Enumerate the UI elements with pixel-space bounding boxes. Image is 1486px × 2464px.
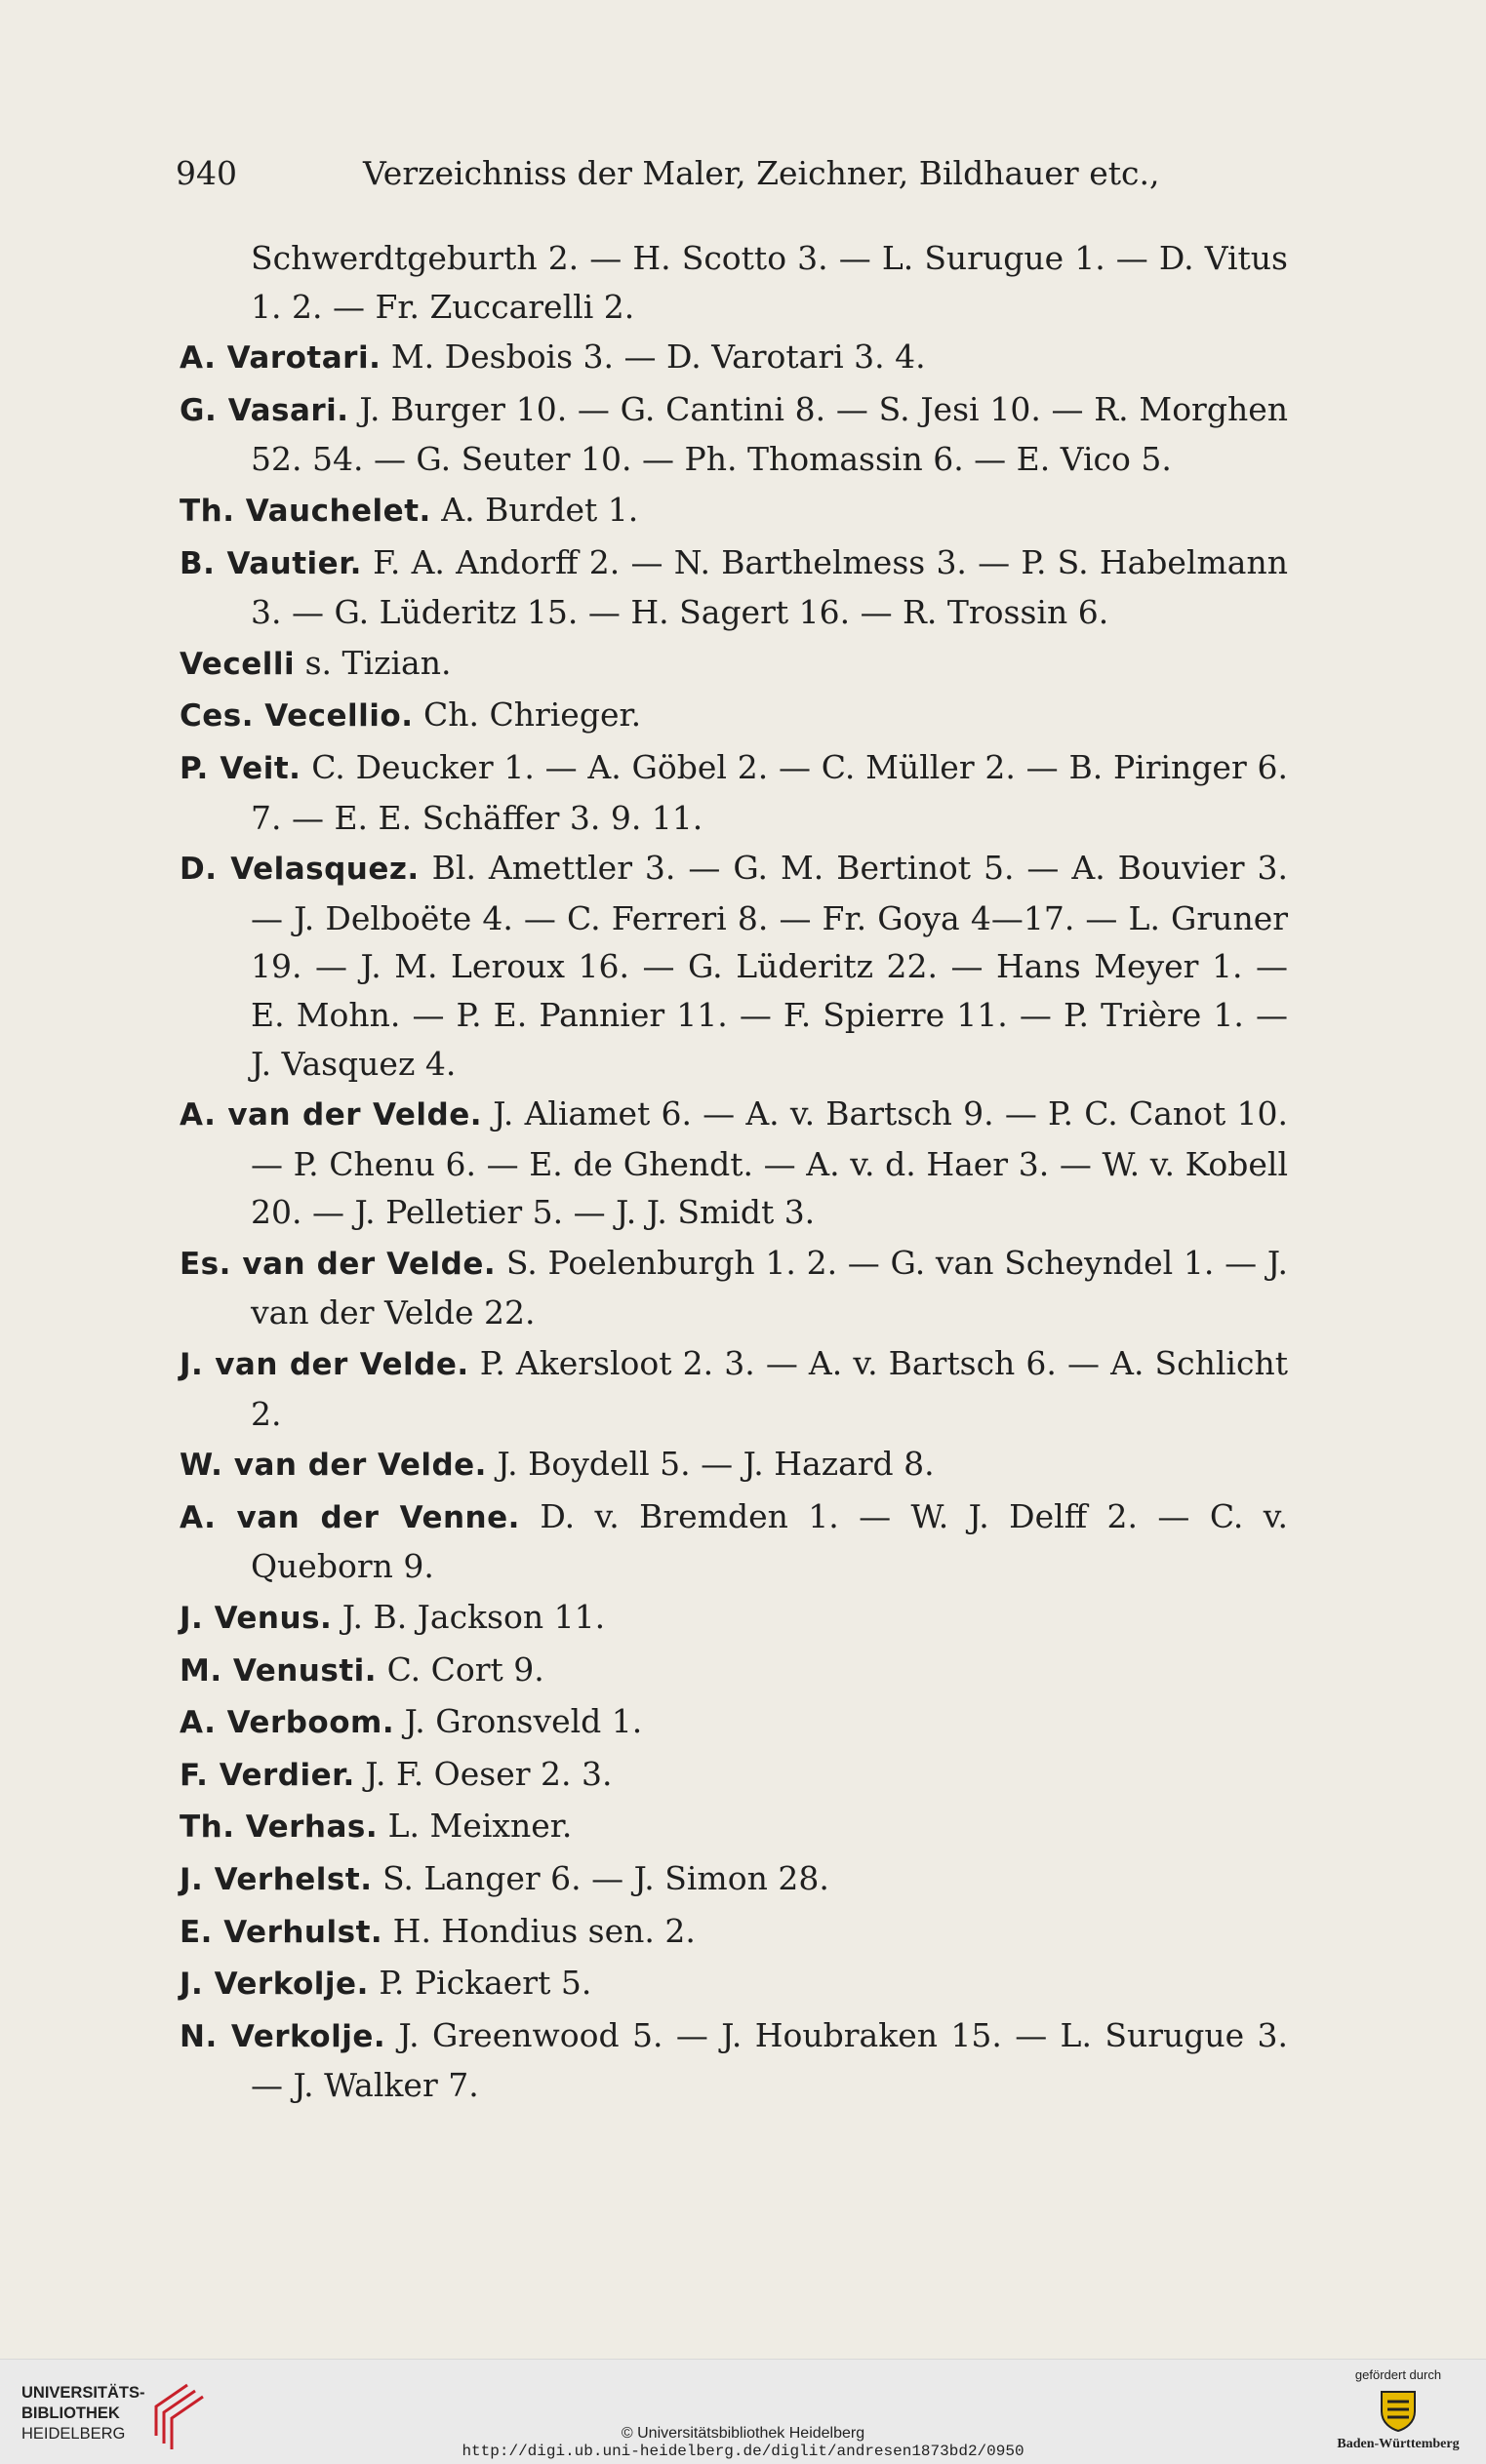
engraver-list: P. Pickaert 5. <box>379 1964 592 2003</box>
engraver-list: L. Meixner. <box>387 1807 573 1846</box>
engraver-list: J. F. Oeser 2. 3. <box>365 1754 613 1793</box>
index-entry <box>180 1802 1288 1852</box>
engraver-list: H. Hondius sen. 2. <box>392 1911 696 1950</box>
artist-name: D. Velasquez. <box>180 852 420 888</box>
artist-name: A. Verboom. <box>180 1705 395 1741</box>
artist-name: J. Verkolje. <box>180 1967 369 2003</box>
artist-name: W. van der Velde. <box>180 1448 487 1484</box>
index-entry <box>180 1440 1288 1490</box>
artist-name: B. Vautier. <box>180 545 362 581</box>
index-entry <box>180 234 1288 331</box>
index-entry <box>180 385 1288 484</box>
library-name-line-3: HEIDELBERG <box>21 2425 126 2443</box>
index-entry <box>180 844 1288 1088</box>
copyright-block <box>0 2424 1486 2461</box>
index-entry <box>180 1697 1288 1748</box>
page-number: 940 <box>176 154 237 192</box>
index-entry <box>180 743 1288 842</box>
index-entry <box>180 1959 1288 2009</box>
entry-list <box>180 234 1288 2110</box>
artist-name: A. van der Venne. <box>180 1499 520 1535</box>
engraver-list: C. Cort 9. <box>386 1649 544 1689</box>
engraver-list: Bl. Amettler 3. — G. M. Bertinot 5. — A. Bouvier 3. — J. Delboëte 4. — C. Ferreri 8. — Fr. Goya 4—17. — L. Gruner 19. — J. M. Leroux 16. — G. Lüderitz 22. — Hans Meyer 1. — E. Mohn. — P. E. Pannier 11. — F. Spierre 11. — P. Trière 1. — J. Vasquez 4. <box>251 849 1288 1083</box>
engraver-list: Schwerdtgeburth 2. — H. Scotto 3. — L. Surugue 1. — D. Vitus 1. 2. — Fr. Zuccarelli 2. <box>251 239 1288 326</box>
artist-name: A. Varotari. <box>180 340 382 377</box>
copyright-text: © Universitätsbibliothek Heidelberg <box>621 2425 865 2442</box>
artist-name: Th. Vauchelet. <box>180 493 431 529</box>
artist-name: Es. van der Velde. <box>180 1246 497 1282</box>
index-entry <box>180 1593 1288 1644</box>
library-name-line-1: UNIVERSITÄTS- <box>21 2384 145 2402</box>
artist-name: J. Verhelst. <box>180 1862 373 1897</box>
index-entry <box>180 1646 1288 1696</box>
engraver-list: Ch. Chrieger. <box>422 695 642 735</box>
engraver-list: s. Tizian. <box>304 643 452 682</box>
artist-name: J. Venus. <box>180 1601 333 1637</box>
index-entry <box>180 639 1288 690</box>
artist-name: Ces. Vecellio. <box>180 698 414 735</box>
index-entry <box>180 1492 1288 1591</box>
artist-name: Th. Verhas. <box>180 1809 379 1846</box>
engraver-list: A. Burdet 1. <box>441 490 639 529</box>
artist-name: J. van der Velde. <box>180 1347 469 1383</box>
engraver-list: J. Aliamet 6. — A. v. Bartsch 9. — P. C. Canot 10. — P. Chenu 6. — E. de Ghendt. — A. v. d. Haer 3. — W. v. Kobell 20. — J. Pelletier 5. — J. J. Smidt 3. <box>251 1094 1288 1232</box>
index-entry <box>180 691 1288 741</box>
engraver-list: J. Boydell 5. — J. Hazard 8. <box>497 1445 935 1484</box>
artist-name: G. Vasari. <box>180 392 349 428</box>
index-entry <box>180 1339 1288 1438</box>
index-entry <box>180 1854 1288 1905</box>
page-header <box>176 154 1310 203</box>
library-name-line-2: BIBLIOTHEK <box>21 2404 120 2422</box>
state-coat-of-arms-icon <box>1376 2388 1421 2433</box>
artist-name: M. Venusti. <box>180 1652 378 1689</box>
index-entry <box>180 1750 1288 1801</box>
engraver-list: M. Desbois 3. — D. Varotari 3. 4. <box>390 338 926 377</box>
index-entry <box>180 538 1288 637</box>
funder-block <box>1330 2367 1466 2452</box>
funder-name: Baden-Württemberg <box>1337 2437 1460 2451</box>
engraver-list: S. Poelenburgh 1. 2. — G. van Scheyndel 1. — J. van der Velde 22. <box>251 1243 1288 1332</box>
funded-label: gefördert durch <box>1354 2367 1442 2382</box>
index-entry <box>180 2011 1288 2110</box>
engraver-list: J. Burger 10. — G. Cantini 8. — S. Jesi 10. — R. Morghen 52. 54. — G. Seuter 10. — Ph. Thomassin 6. — E. Vico 5. <box>251 389 1288 479</box>
index-entry <box>180 486 1288 537</box>
footer-bar <box>0 2359 1486 2464</box>
index-entry <box>180 1907 1288 1958</box>
index-entry <box>180 1090 1288 1237</box>
artist-name: P. Veit. <box>180 750 301 786</box>
engraver-list: S. Langer 6. — J. Simon 28. <box>382 1859 829 1897</box>
artist-name: E. Verhulst. <box>180 1914 383 1950</box>
engraver-list: J. B. Jackson 11. <box>341 1598 606 1637</box>
artist-name: A. van der Velde. <box>180 1097 482 1133</box>
engraver-list: J. Greenwood 5. — J. Houbraken 15. — L. Surugue 3. — J. Walker 7. <box>251 2015 1288 2105</box>
permalink-url[interactable]: http://digi.ub.uni-heidelberg.de/diglit/andresen1873bd2/0950 <box>462 2443 1024 2460</box>
artist-name: F. Verdier. <box>180 1757 355 1793</box>
artist-name: N. Verkolje. <box>180 2018 386 2054</box>
index-entry <box>180 1239 1288 1337</box>
engraver-list: D. v. Bremden 1. — W. J. Delff 2. — C. v. Queborn 9. <box>251 1496 1288 1586</box>
artist-name: Vecelli <box>180 646 296 682</box>
engraver-list: J. Gronsveld 1. <box>404 1702 643 1741</box>
running-title: Verzeichniss der Maler, Zeichner, Bildhauer etc., <box>363 154 1160 192</box>
index-entry <box>180 333 1288 383</box>
engraver-list: P. Akersloot 2. 3. — A. v. Bartsch 6. — A. Schlicht 2. <box>251 1344 1288 1433</box>
engraver-list: F. A. Andorff 2. — N. Barthelmess 3. — P. S. Habelmann 3. — G. Lüderitz 15. — H. Sagert 16. — R. Trossin 6. <box>251 542 1288 632</box>
engraver-list: C. Deucker 1. — A. Göbel 2. — C. Müller 2. — B. Piringer 6. 7. — E. E. Schäffer 3. 9. 11. <box>251 747 1289 837</box>
